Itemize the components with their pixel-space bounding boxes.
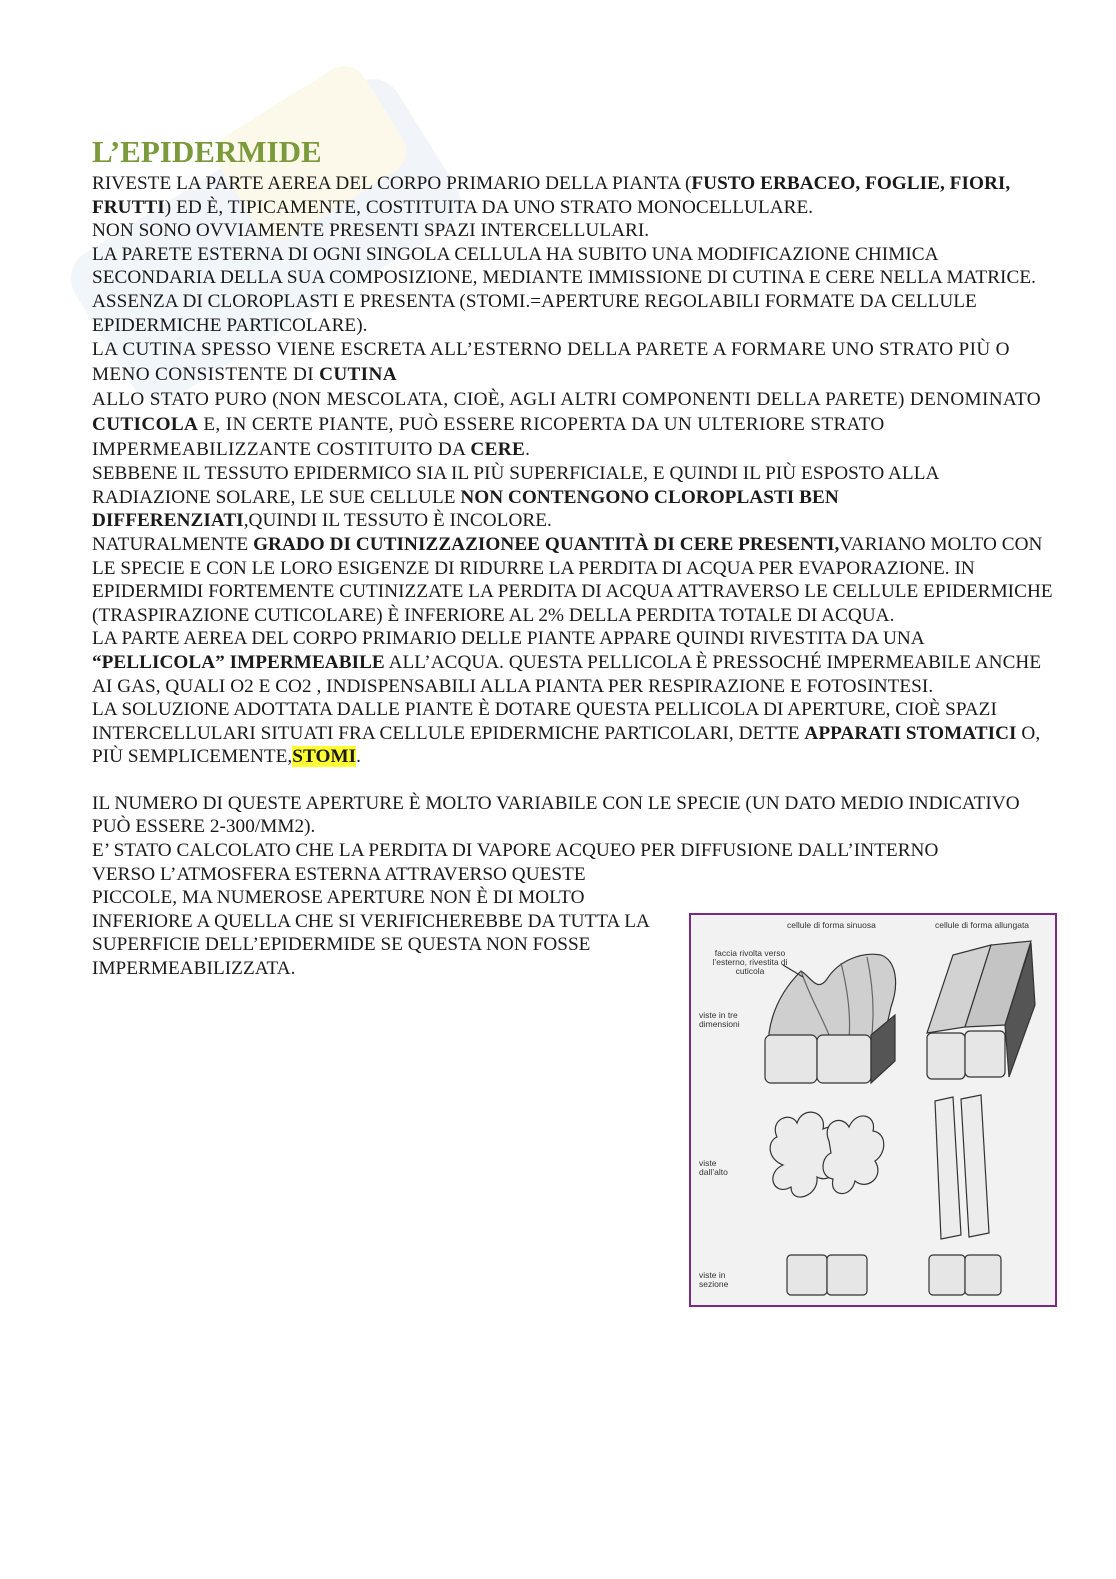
paragraph-stomata <box>92 698 1060 769</box>
text-run: LA CUTINA SPESSO VIENE ESCRETA ALL’ESTERNO DELLA PARETE A FORMARE UNO STRATO PIÙ O MENO CONSISTENTE DI <box>92 339 1010 386</box>
paragraph-spaces: NON SONO OVVIAMENTE PRESENTI SPAZI INTERCELLULARI. <box>92 220 650 242</box>
text-run: E, IN CERTE PIANTE, PUÒ ESSERE RICOPERTA DA UN ULTERIORE STRATO IMPERMEABILIZZANTE COSTITUITO DA <box>92 414 885 461</box>
paragraph-cell-wall: LA PARETE ESTERNA DI OGNI SINGOLA CELLULA HA SUBITO UNA MODIFICAZIONE CHIMICA SECONDARIA DELLA SUA COMPOSIZIONE, MEDIANTE IMMISSIONE DI CUTINA E CERE NELLA MATRICE. ASSENZA DI CLOROPLASTI E PRESENTA (STOMI.=APERTURE REGOLABILI FORMATE DA CELLULE EPIDERMICHE PARTICOLARE). <box>92 243 1036 336</box>
bold-text: FUSTO ERBACEO, FOGLIE, FIORI, FRUTTI <box>92 173 1011 218</box>
elongated-cell-section-3d <box>927 1033 965 1079</box>
label-cuticle-face: faccia rivolta verso l’esterno, rivestita di cuticola <box>712 948 788 976</box>
text-run: LA SOLUZIONE ADOTTATA DALLE PIANTE È DOTARE QUESTA PELLICOLA DI APERTURE, CIOÈ SPAZI INTERCELLULARI SITUATI FRA CELLULE EPIDERMICHE PARTICOLARI, DETTE <box>92 699 997 744</box>
bold-text: CUTINA <box>319 364 397 386</box>
bold-text: CUTICOLA <box>92 414 199 436</box>
page-title: L’EPIDERMIDE <box>92 134 322 169</box>
paragraph-stomata-count: IL NUMERO DI QUESTE APERTURE È MOLTO VARIABILE CON LE SPECIE (UN DATO MEDIO INDICATIVO PUÒ ESSERE 2-300/MM2). <box>92 792 1020 838</box>
paragraph-intro <box>92 172 1060 219</box>
label-three-dimensional: viste in tre dimensioni <box>699 1010 740 1029</box>
text-run: RIVESTE LA PARTE AEREA DEL CORPO PRIMARIO DELLA PIANTA ( <box>92 173 692 194</box>
bold-text: GRADO DI CUTINIZZAZIONEE QUANTITÀ DI CERE PRESENTI, <box>253 533 840 555</box>
label-top-view: viste dall’alto <box>699 1158 728 1177</box>
bold-text: APPARATI STOMATICI <box>804 722 1017 744</box>
elongated-cell-section <box>929 1255 965 1295</box>
text-run: LA PARTE AEREA DEL CORPO PRIMARIO DELLE PIANTE APPARE QUINDI RIVESTITA DA UNA <box>92 628 924 650</box>
text-run: . <box>525 439 531 461</box>
paragraph-chloroplasts <box>92 462 1060 533</box>
paragraph-evaporation-lead: E’ STATO CALCOLATO CHE LA PERDITA DI VAPORE ACQUEO PER DIFFUSIONE DALL’INTERNO <box>92 840 939 862</box>
text-run: . <box>356 746 361 768</box>
bold-text: CERE <box>470 439 526 461</box>
bold-text: NON CONTENGONO CLOROPLASTI BEN DIFFERENZIATI <box>92 486 839 532</box>
label-sinuous-cells: cellule di forma sinuosa <box>787 920 876 930</box>
text-run: ALL’ACQUA. QUESTA PELLICOLA È PRESSOCHÉ IMPERMEABILE ANCHE AI GAS, QUALI O2 E CO2 , INDISPENSABILI ALLA PIANTA PER RESPIRAZIONE E FOTOSINTESI. <box>92 651 1042 697</box>
sinuous-cell-section-3d <box>765 1035 817 1083</box>
text-run: ALLO STATO PURO (NON MESCOLATA, CIOÈ, AGLI ALTRI COMPONENTI DELLA PARETE) DENOMINATO <box>92 389 1041 411</box>
paragraph-cuticle <box>92 337 1060 462</box>
label-elongated-cells: cellule di forma allungata <box>935 920 1030 930</box>
text-run: ,QUINDI IL TESSUTO È INCOLORE. <box>243 510 552 532</box>
paragraph-evaporation: VERSO L’ATMOSFERA ESTERNA ATTRAVERSO QUESTE PICCOLE, MA NUMEROSE APERTURE NON È DI MOLTO INFERIORE A QUELLA CHE SI VERIFICHEREBBE DA TUTTA LA SUPERFICIE DELL’EPIDERMIDE SE QUESTA NON FOSSE IMPERMEABILIZZATA. <box>92 863 649 980</box>
sinuous-cell-section <box>787 1255 827 1295</box>
document-body <box>92 134 1060 981</box>
text-run: ) ED È, TIPICAMENTE, COSTITUITA DA UNO STRATO MONOCELLULARE. <box>164 196 814 218</box>
epidermis-figure <box>689 913 1057 1307</box>
label-section-view: viste in sezione <box>699 1270 729 1289</box>
text-run: NATURALMENTE <box>92 533 254 555</box>
paragraph-pellicle <box>92 627 1060 698</box>
spacer <box>92 769 1060 792</box>
bold-text: “PELLICOLA” IMPERMEABILE <box>92 651 385 673</box>
text-run: O, PIÙ SEMPLICEMENTE, <box>92 722 1041 768</box>
paragraph-cutinization <box>92 533 1060 627</box>
elongated-cell-top-view <box>935 1097 961 1239</box>
text-run: VARIANO MOLTO CON LE SPECIE E CON LE LORO ESIGENZE DI RIDURRE LA PERDITA DI ACQUA PER EVAPORAZIONE. IN EPIDERMIDI FORTEMENTE CUTINIZZATE LA PERDITA DI ACQUA ATTRAVERSO LE CELLULE EPIDERMICHE (TRASPIRAZIONE CUTICOLARE) È INFERIORE AL 2% DELLA PERDITA TOTALE DI ACQUA. <box>92 533 1053 626</box>
text-run: SEBBENE IL TESSUTO EPIDERMICO SIA IL PIÙ SUPERFICIALE, E QUINDI IL PIÙ ESPOSTO ALLA RADIAZIONE SOLARE, LE SUE CELLULE <box>92 463 939 508</box>
highlighted-text: STOMI <box>292 746 357 768</box>
